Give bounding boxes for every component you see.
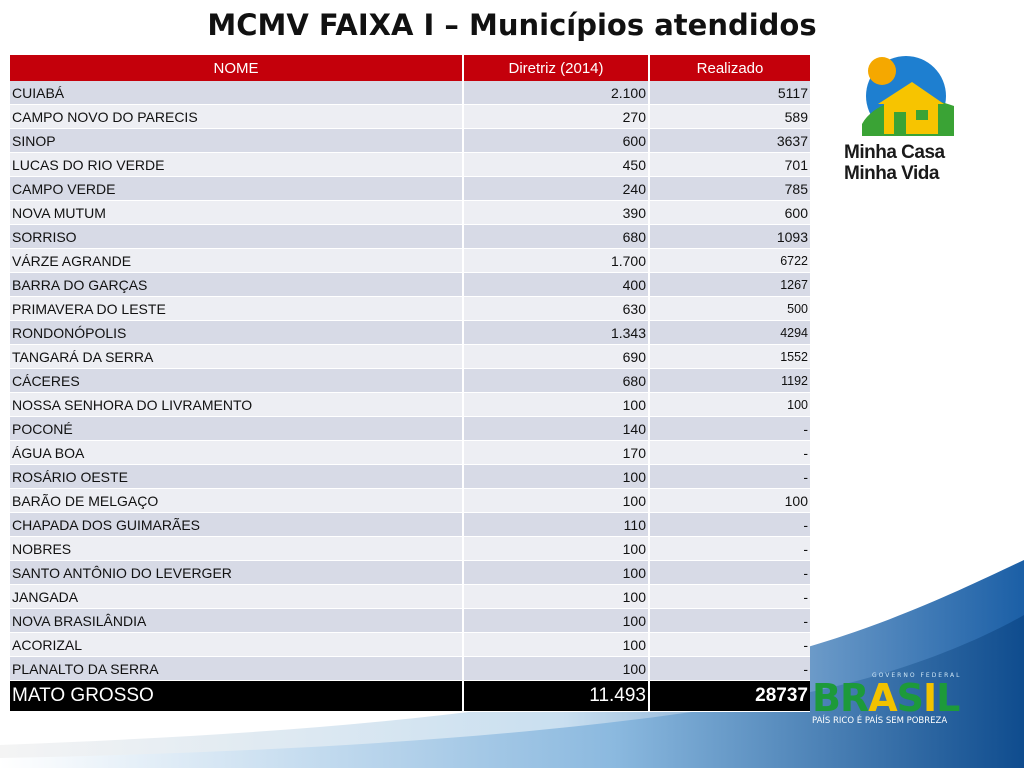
cell-nome: NOBRES — [10, 537, 463, 561]
cell-nome: VÁRZE AGRANDE — [10, 249, 463, 273]
cell-realizado: 1552 — [649, 345, 810, 369]
cell-realizado: 3637 — [649, 129, 810, 153]
cell-nome: LUCAS DO RIO VERDE — [10, 153, 463, 177]
cell-realizado: 589 — [649, 105, 810, 129]
cell-nome: JANGADA — [10, 585, 463, 609]
governo-federal-brasil-logo — [812, 672, 984, 730]
cell-realizado: - — [649, 561, 810, 585]
cell-diretriz: 100 — [463, 609, 649, 633]
cell-diretriz: 100 — [463, 393, 649, 417]
cell-realizado: - — [649, 609, 810, 633]
cell-nome: ÁGUA BOA — [10, 441, 463, 465]
governo-federal-text: GOVERNO FEDERAL — [872, 672, 962, 679]
total-diretriz: 11.493 — [463, 681, 649, 712]
table-row — [10, 465, 810, 489]
cell-realizado: 500 — [649, 297, 810, 321]
total-nome: MATO GROSSO — [10, 681, 463, 712]
cell-realizado: - — [649, 633, 810, 657]
table-row — [10, 177, 810, 201]
cell-diretriz: 170 — [463, 441, 649, 465]
cell-realizado: 6722 — [649, 249, 810, 273]
cell-realizado: 785 — [649, 177, 810, 201]
cell-realizado: 701 — [649, 153, 810, 177]
cell-diretriz: 630 — [463, 297, 649, 321]
table-row — [10, 201, 810, 225]
cell-nome: SORRISO — [10, 225, 463, 249]
cell-diretriz: 140 — [463, 417, 649, 441]
table-row — [10, 417, 810, 441]
cell-nome: RONDONÓPOLIS — [10, 321, 463, 345]
table-header-row — [10, 55, 810, 81]
house-sun-icon — [836, 44, 974, 144]
cell-realizado: 4294 — [649, 321, 810, 345]
table-row — [10, 609, 810, 633]
mcmv-wordmark — [844, 142, 945, 184]
cell-nome: BARÃO DE MELGAÇO — [10, 489, 463, 513]
cell-diretriz: 690 — [463, 345, 649, 369]
cell-realizado: - — [649, 537, 810, 561]
cell-nome: POCONÉ — [10, 417, 463, 441]
cell-diretriz: 100 — [463, 585, 649, 609]
cell-nome: CUIABÁ — [10, 81, 463, 105]
table-row — [10, 513, 810, 537]
header-diretriz: Diretriz (2014) — [463, 55, 649, 81]
cell-nome: TANGARÁ DA SERRA — [10, 345, 463, 369]
cell-nome: SINOP — [10, 129, 463, 153]
table-row — [10, 153, 810, 177]
cell-diretriz: 390 — [463, 201, 649, 225]
table-row — [10, 129, 810, 153]
cell-nome: BARRA DO GARÇAS — [10, 273, 463, 297]
table-row — [10, 561, 810, 585]
table-row — [10, 345, 810, 369]
cell-realizado: 1192 — [649, 369, 810, 393]
cell-nome: NOVA BRASILÂNDIA — [10, 609, 463, 633]
cell-nome: CAMPO NOVO DO PARECIS — [10, 105, 463, 129]
cell-diretriz: 100 — [463, 489, 649, 513]
cell-nome: CÁCERES — [10, 369, 463, 393]
cell-realizado: 100 — [649, 393, 810, 417]
cell-realizado: 1267 — [649, 273, 810, 297]
cell-diretriz: 680 — [463, 369, 649, 393]
mcmv-line1: Minha Casa — [844, 142, 945, 163]
table-row — [10, 585, 810, 609]
cell-nome: PLANALTO DA SERRA — [10, 657, 463, 681]
minha-casa-minha-vida-logo — [836, 44, 974, 190]
cell-realizado: - — [649, 513, 810, 537]
cell-realizado: - — [649, 657, 810, 681]
cell-realizado: - — [649, 417, 810, 441]
cell-diretriz: 680 — [463, 225, 649, 249]
table-row — [10, 81, 810, 105]
table-row — [10, 657, 810, 681]
cell-nome: SANTO ANTÔNIO DO LEVERGER — [10, 561, 463, 585]
table-row — [10, 273, 810, 297]
table-row — [10, 105, 810, 129]
cell-realizado: - — [649, 585, 810, 609]
table-body — [10, 81, 810, 712]
cell-nome: CAMPO VERDE — [10, 177, 463, 201]
table-row — [10, 633, 810, 657]
page-title: MCMV FAIXA I – Municípios atendidos — [207, 8, 817, 42]
table-row — [10, 249, 810, 273]
cell-diretriz: 600 — [463, 129, 649, 153]
table-row — [10, 297, 810, 321]
cell-realizado: 1093 — [649, 225, 810, 249]
cell-realizado: 600 — [649, 201, 810, 225]
cell-diretriz: 240 — [463, 177, 649, 201]
cell-diretriz: 1.343 — [463, 321, 649, 345]
cell-diretriz: 1.700 — [463, 249, 649, 273]
header-realizado: Realizado — [649, 55, 810, 81]
cell-nome: NOSSA SENHORA DO LIVRAMENTO — [10, 393, 463, 417]
table-row — [10, 225, 810, 249]
cell-realizado: 5117 — [649, 81, 810, 105]
cell-diretriz: 2.100 — [463, 81, 649, 105]
cell-diretriz: 400 — [463, 273, 649, 297]
total-realizado: 28737 — [649, 681, 810, 712]
municipios-table — [10, 55, 810, 712]
cell-diretriz: 110 — [463, 513, 649, 537]
cell-realizado: - — [649, 441, 810, 465]
table-row — [10, 393, 810, 417]
cell-realizado: - — [649, 465, 810, 489]
brasil-tagline: PAÍS RICO É PAÍS SEM POBREZA — [812, 716, 948, 726]
table-row — [10, 441, 810, 465]
cell-diretriz: 100 — [463, 657, 649, 681]
mcmv-line2: Minha Vida — [844, 163, 939, 184]
cell-diretriz: 100 — [463, 465, 649, 489]
cell-diretriz: 450 — [463, 153, 649, 177]
header-nome: NOME — [10, 55, 463, 81]
cell-realizado: 100 — [649, 489, 810, 513]
table-row — [10, 321, 810, 345]
table-row — [10, 369, 810, 393]
cell-diretriz: 100 — [463, 537, 649, 561]
cell-nome: NOVA MUTUM — [10, 201, 463, 225]
table-row — [10, 489, 810, 513]
cell-diretriz: 270 — [463, 105, 649, 129]
cell-diretriz: 100 — [463, 561, 649, 585]
cell-nome: PRIMAVERA DO LESTE — [10, 297, 463, 321]
cell-nome: CHAPADA DOS GUIMARÃES — [10, 513, 463, 537]
table-total-row — [10, 681, 810, 712]
brasil-wordmark: BRASIL — [812, 676, 960, 720]
cell-diretriz: 100 — [463, 633, 649, 657]
cell-nome: ACORIZAL — [10, 633, 463, 657]
cell-nome: ROSÁRIO OESTE — [10, 465, 463, 489]
table-row — [10, 537, 810, 561]
